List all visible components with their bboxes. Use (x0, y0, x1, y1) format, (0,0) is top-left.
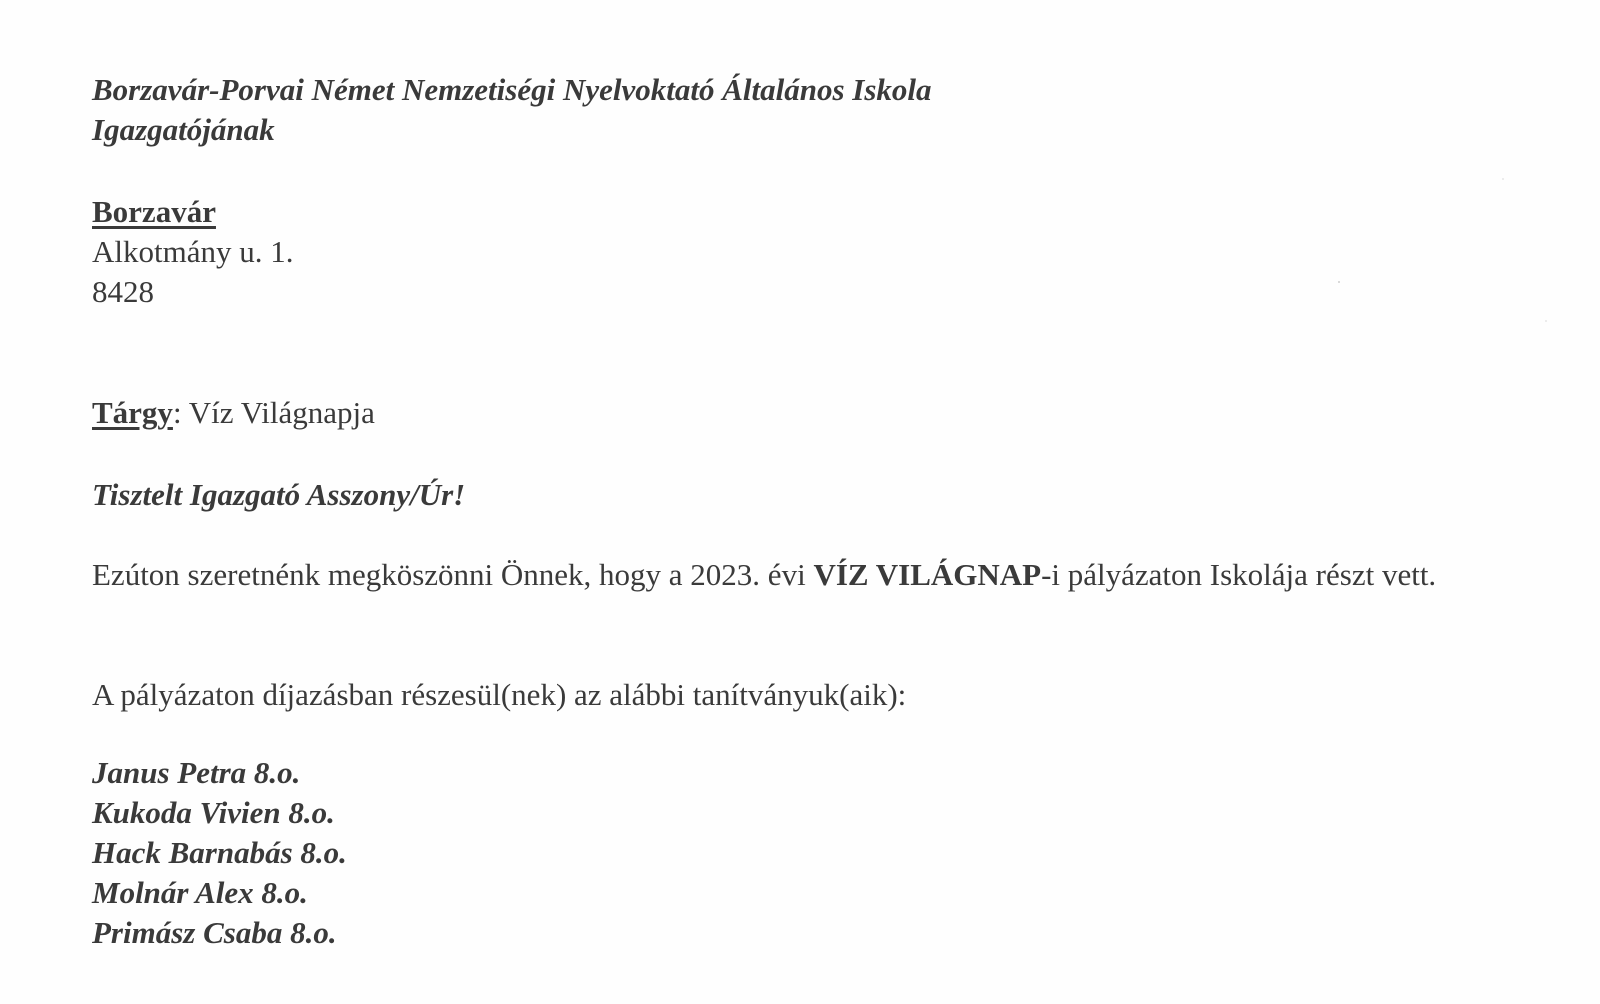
address-postcode: 8428 (92, 274, 154, 309)
scan-speck (1545, 320, 1547, 322)
addressee-recipient: Igazgatójának (92, 112, 275, 147)
subject-text: Víz Világnapja (181, 395, 375, 430)
body-paragraph (92, 555, 1512, 595)
subject-line (92, 393, 375, 433)
salutation: Tisztelt Igazgató Asszony/Úr! (92, 477, 466, 512)
address-block (92, 192, 294, 312)
winners-intro: A pályázaton díjazásban részesül(nek) az alábbi tanítványuk(aik): (92, 677, 907, 712)
winner-item: Hack Barnabás 8.o. (92, 835, 347, 870)
body-text-part2: -i pályázaton Iskolája részt vett. (1041, 557, 1437, 592)
subject-label: Tárgy (92, 395, 173, 430)
subject-separator: : (172, 395, 182, 430)
body-emphasis: VÍZ VILÁGNAP (813, 557, 1042, 592)
winner-item: Primász Csaba 8.o. (92, 915, 337, 950)
winners-list (92, 753, 347, 953)
winner-item: Kukoda Vivien 8.o. (92, 795, 335, 830)
scan-speck (1502, 178, 1504, 180)
addressee-school-name: Borzavár-Porvai Német Nemzetiségi Nyelvoktató Általános Iskola (92, 72, 932, 107)
address-city: Borzavár (92, 194, 216, 229)
winner-item: Janus Petra 8.o. (92, 755, 301, 790)
addressee-block (92, 70, 932, 150)
body-text-part1: Ezúton szeretnénk megköszönni Önnek, hogy a 2023. évi (92, 557, 814, 592)
winner-item: Molnár Alex 8.o. (92, 875, 308, 910)
scan-speck (1338, 281, 1340, 283)
address-street: Alkotmány u. 1. (92, 234, 294, 269)
